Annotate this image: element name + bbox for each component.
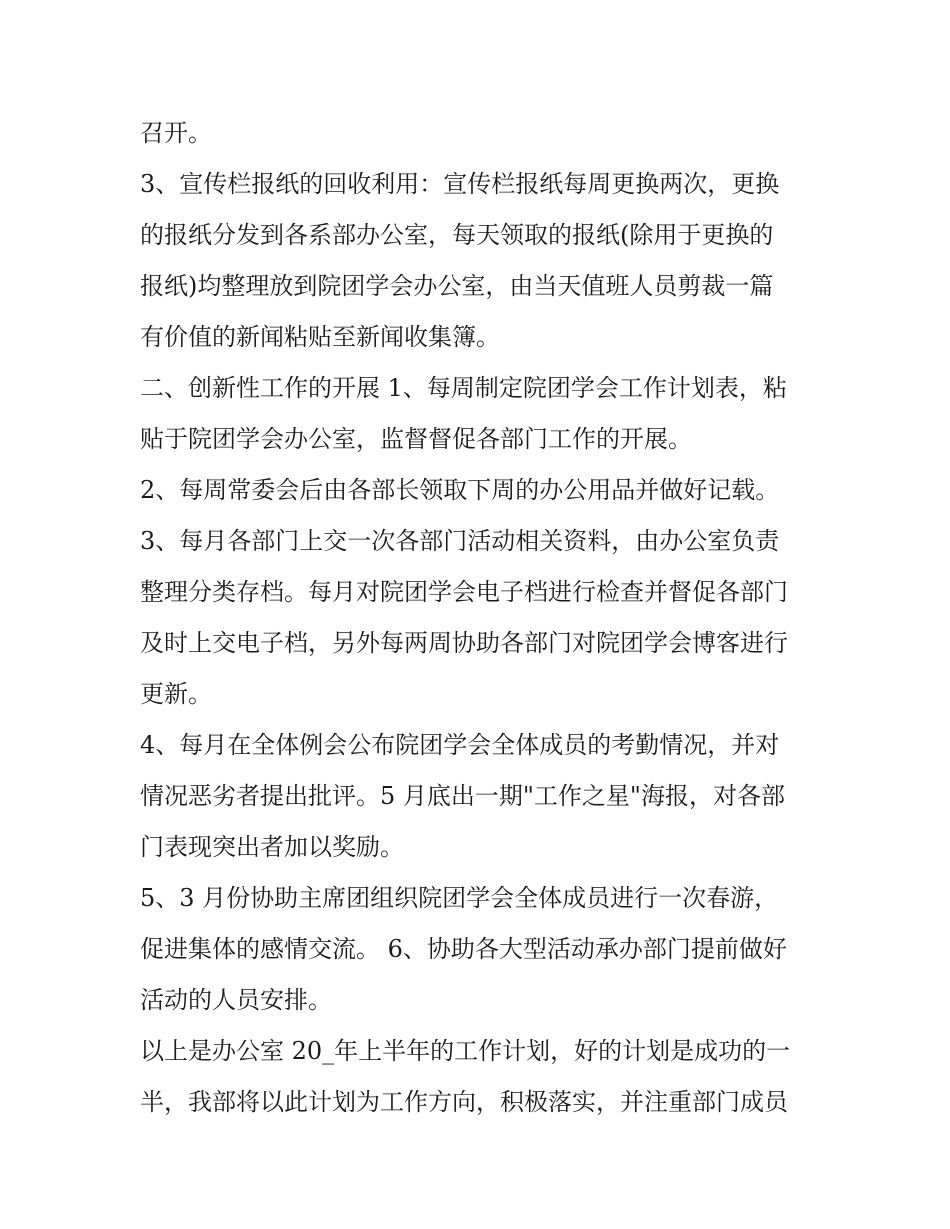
text-line: 情况恶劣者提出批评。5 月底出一期"工作之星"海报，对各部 (140, 782, 785, 810)
text-line: 及时上交电子档，另外每两周协助各部门对院团学会博客进行 (140, 629, 788, 657)
text-line: 的报纸分发到各系部办公室，每天领取的报纸(除用于更换的 (140, 221, 774, 249)
text-line: 4、每月在全体例会公布院团学会全体成员的考勤情况，并对 (140, 731, 780, 759)
text-line: 二、创新性工作的开展 1、每周制定院团学会工作计划表，粘 (140, 374, 787, 402)
text-line: 更新。 (140, 680, 212, 708)
text-line: 召开。 (140, 119, 212, 147)
text-line: 报纸)均整理放到院团学会办公室，由当天值班人员剪裁一篇 (140, 272, 774, 300)
text-line: 半，我部将以此计划为工作方向，积极落实，并注重部门成员 (140, 1088, 788, 1116)
text-line: 有价值的新闻粘贴至新闻收集簿。 (140, 323, 500, 351)
text-line: 3、宣传栏报纸的回收利用：宣传栏报纸每周更换两次，更换 (140, 170, 780, 198)
document-body (140, 108, 820, 1128)
text-line: 以上是办公室 20_年上半年的工作计划，好的计划是成功的一 (140, 1037, 791, 1065)
text-line: 3、每月各部门上交一次各部门活动相关资料，由办公室负责 (140, 527, 780, 555)
text-line: 贴于院团学会办公室，监督督促各部门工作的开展。 (140, 425, 692, 453)
text-line: 整理分类存档。每月对院团学会电子档进行检查并督促各部门 (140, 578, 788, 606)
text-line: 2、每周常委会后由各部长领取下周的办公用品并做好记载。 (140, 476, 780, 504)
text-line: 活动的人员安排。 (140, 986, 332, 1014)
text-line: 5、3 月份协助主席团组织院团学会全体成员进行一次春游， (140, 884, 779, 912)
text-line: 促进集体的感情交流。 6、协助各大型活动承办部门提前做好 (140, 935, 787, 963)
text-line: 门表现突出者加以奖励。 (140, 833, 404, 861)
